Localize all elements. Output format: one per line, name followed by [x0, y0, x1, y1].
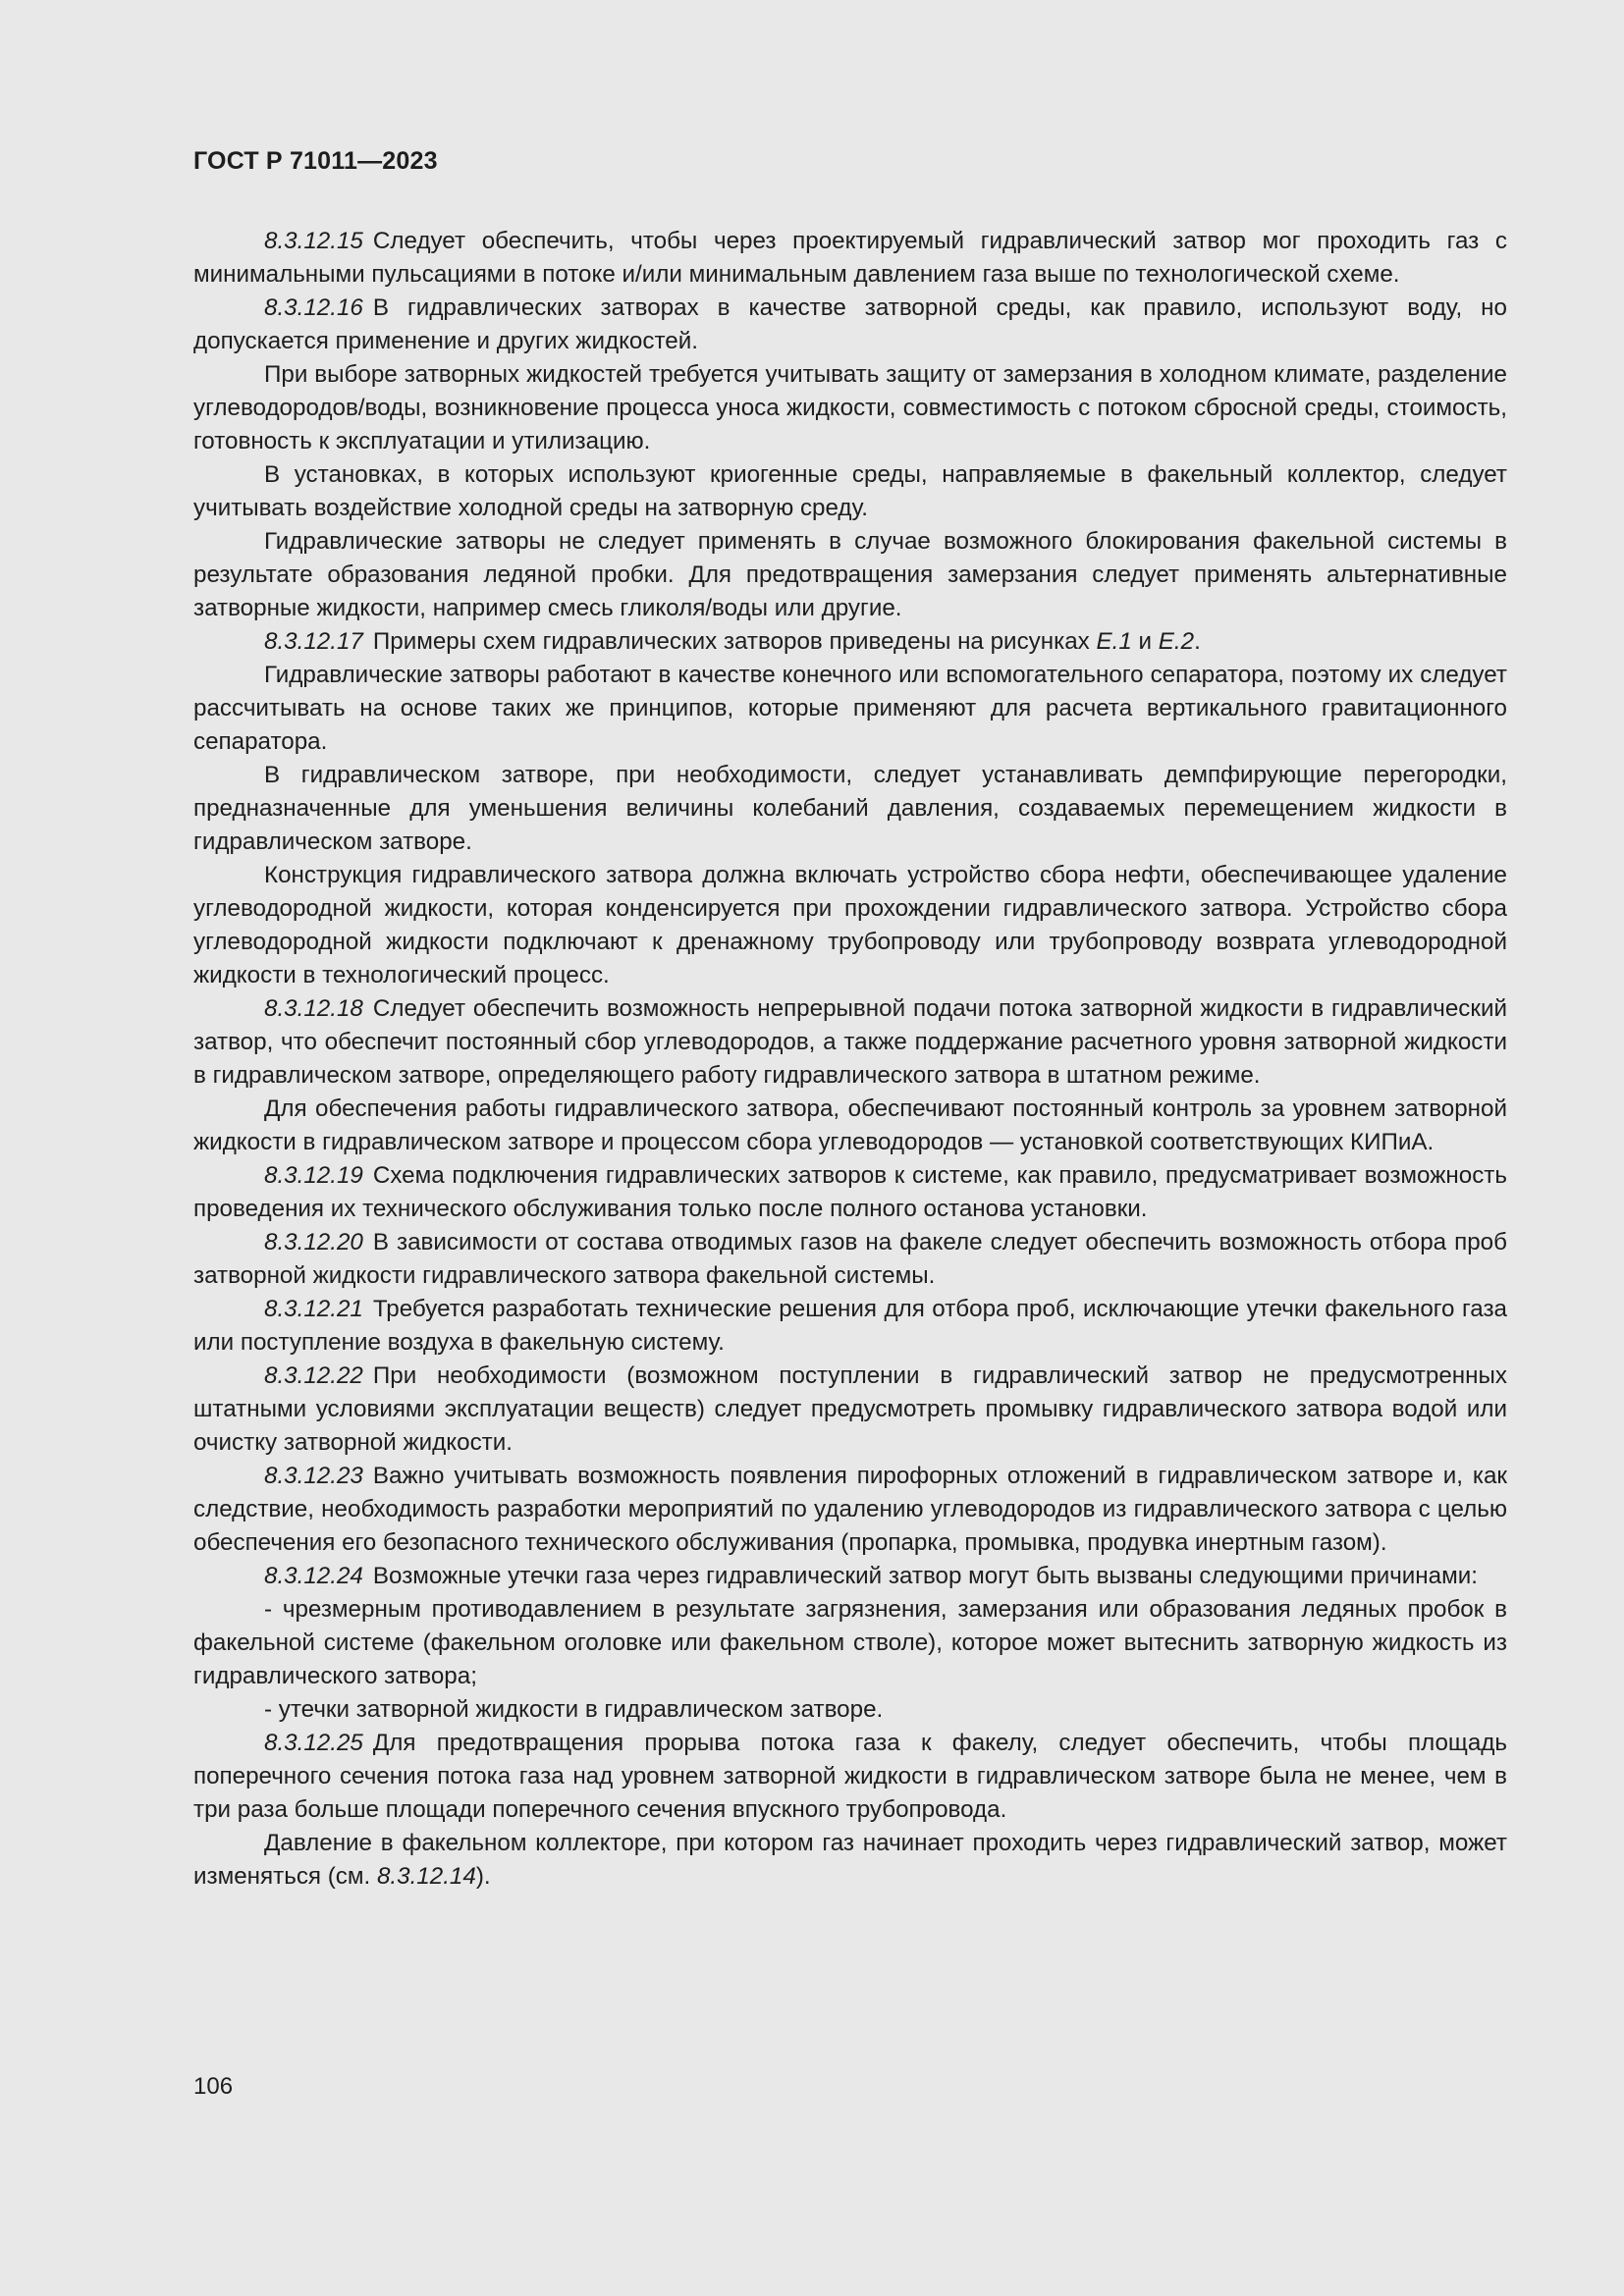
- paragraph-text: Важно учитывать возможность появления пирофорных отложений в гидравлическом затворе и, как следствие, необходимость разработки мероприятий по удалению углеводородов из гидравлического затвора с целью обеспечения его безопасного технического обслуживания (пропарка, промывка, продувка инертным газом).: [193, 1463, 1507, 1556]
- paragraph-text: Для обеспечения работы гидравлического затвора, обеспечивают постоянный контроль за уровнем затворной жидкости в гидравлическом затворе и процессом сбора углеводородов — установкой соответствующих КИПиА.: [193, 1095, 1507, 1155]
- paragraph-8-3-12-21: [193, 1293, 1507, 1360]
- clause-number: 8.3.12.17: [264, 628, 363, 655]
- paragraph-8-3-12-17: [193, 625, 1507, 659]
- paragraph: [193, 1093, 1507, 1159]
- clause-number: 8.3.12.22: [264, 1362, 363, 1389]
- paragraph: [193, 759, 1507, 859]
- paragraph-8-3-12-16: [193, 292, 1507, 358]
- paragraph: [193, 859, 1507, 992]
- paragraph-text: Для предотвращения прорыва потока газа к факелу, следует обеспечить, чтобы площадь поперечного сечения потока газа над уровнем затворной жидкости в гидравлическом затворе была не менее, чем в три раза больше площади поперечного сечения впускного трубопровода.: [193, 1730, 1507, 1823]
- paragraph-8-3-12-25: [193, 1727, 1507, 1827]
- paragraph: [193, 659, 1507, 759]
- paragraph-text: Давление в факельном коллекторе, при котором газ начинает проходить через гидравлический затвор, может изменяться (см.: [193, 1830, 1507, 1890]
- paragraph-text: В зависимости от состава отводимых газов на факеле следует обеспечить возможность отбора проб затворной жидкости гидравлического затвора факельной системы.: [193, 1229, 1507, 1289]
- page-number: 106: [193, 2073, 234, 2100]
- figure-reference: Е.2: [1158, 628, 1195, 655]
- list-item: [193, 1593, 1507, 1693]
- paragraph-text: Возможные утечки газа через гидравлический затвор могут быть вызваны следующими причинами:: [372, 1563, 1478, 1589]
- paragraph-text: Примеры схем гидравлических затворов приведены на рисунках: [372, 628, 1097, 655]
- figure-reference: Е.1: [1096, 628, 1132, 655]
- clause-number: 8.3.12.24: [264, 1563, 363, 1589]
- list-item: [193, 1693, 1507, 1727]
- paragraph-text: ).: [475, 1863, 491, 1890]
- paragraph-text: - утечки затворной жидкости в гидравлическом затворе.: [264, 1696, 884, 1723]
- paragraph-8-3-12-19: [193, 1159, 1507, 1226]
- paragraph-text: Конструкция гидравлического затвора должна включать устройство сбора нефти, обеспечивающее удаление углеводородной жидкости, которая конденсируется при прохождении гидравлического затвора. Устройство сбора углеводородной жидкости подключают к дренажному трубопроводу или трубопроводу возврата углеводородной жидкости в технологический процесс.: [193, 862, 1507, 988]
- clause-number: 8.3.12.19: [264, 1162, 363, 1189]
- paragraph-text: и: [1131, 628, 1159, 655]
- paragraph-text: В установках, в которых используют криогенные среды, направляемые в факельный коллектор, следует учитывать воздействие холодной среды на затворную среду.: [193, 461, 1507, 521]
- paragraph-text: .: [1194, 628, 1201, 655]
- clause-reference: 8.3.12.14: [376, 1863, 476, 1890]
- clause-number: 8.3.12.20: [264, 1229, 363, 1255]
- paragraph-text: - чрезмерным противодавлением в результате загрязнения, замерзания или образования ледяных пробок в факельной системе (факельном оголовке или факельном стволе), которое может вытеснить затворную жидкость из гидравлического затвора;: [193, 1596, 1507, 1689]
- paragraph-8-3-12-18: [193, 992, 1507, 1093]
- paragraph: [193, 458, 1507, 525]
- paragraph-text: В гидравлических затворах в качестве затворной среды, как правило, используют воду, но допускается применение и других жидкостей.: [193, 294, 1507, 354]
- paragraph-text: Гидравлические затворы не следует применять в случае возможного блокирования факельной системы в результате образования ледяной пробки. Для предотвращения замерзания следует применять альтернативные затворные жидкости, например смесь гликоля/воды или другие.: [193, 528, 1507, 621]
- paragraph-text: Гидравлические затворы работают в качестве конечного или вспомогательного сепаратора, поэтому их следует рассчитывать на основе таких же принципов, которые применяют для расчета вертикального гравитационного сепаратора.: [193, 662, 1507, 755]
- paragraph-8-3-12-22: [193, 1360, 1507, 1460]
- paragraph-8-3-12-20: [193, 1226, 1507, 1293]
- paragraph-text: При необходимости (возможном поступлении в гидравлический затвор не предусмотренных штатными условиями эксплуатации веществ) следует предусмотреть промывку гидравлического затвора водой или очистку затворной жидкости.: [193, 1362, 1507, 1456]
- paragraph-text: При выборе затворных жидкостей требуется учитывать защиту от замерзания в холодном климате, разделение углеводородов/воды, возникновение процесса уноса жидкости, совместимость с потоком сбросной среды, стоимость, готовность к эксплуатации и утилизацию.: [193, 361, 1507, 454]
- clause-number: 8.3.12.21: [264, 1296, 363, 1322]
- document-header: ГОСТ Р 71011—2023: [193, 147, 438, 175]
- paragraph-8-3-12-15: [193, 225, 1507, 292]
- clause-number: 8.3.12.25: [264, 1730, 363, 1756]
- paragraph-text: Требуется разработать технические решения для отбора проб, исключающие утечки факельного газа или поступление воздуха в факельную систему.: [193, 1296, 1507, 1356]
- clause-number: 8.3.12.23: [264, 1463, 363, 1489]
- clause-number: 8.3.12.15: [264, 228, 363, 254]
- paragraph-text: Следует обеспечить возможность непрерывной подачи потока затворной жидкости в гидравлический затвор, что обеспечит постоянный сбор углеводородов, а также поддержание расчетного уровня затворной жидкости в гидравлическом затворе, определяющего работу гидравлического затвора в штатном режиме.: [193, 995, 1507, 1089]
- paragraph: [193, 1827, 1507, 1894]
- paragraph-text: В гидравлическом затворе, при необходимости, следует устанавливать демпфирующие перегородки, предназначенные для уменьшения величины колебаний давления, создаваемых перемещением жидкости в гидравлическом затворе.: [193, 762, 1507, 855]
- paragraph-8-3-12-23: [193, 1460, 1507, 1560]
- paragraph-text: Схема подключения гидравлических затворов к системе, как правило, предусматривает возможность проведения их технического обслуживания только после полного останова установки.: [193, 1162, 1507, 1222]
- paragraph-8-3-12-24: [193, 1560, 1507, 1593]
- document-body: [193, 225, 1507, 1894]
- paragraph: [193, 525, 1507, 625]
- clause-number: 8.3.12.16: [264, 294, 363, 321]
- clause-number: 8.3.12.18: [264, 995, 363, 1022]
- paragraph: [193, 358, 1507, 458]
- paragraph-text: Следует обеспечить, чтобы через проектируемый гидравлический затвор мог проходить газ с минимальными пульсациями в потоке и/или минимальным давлением газа выше по технологической схеме.: [193, 228, 1507, 288]
